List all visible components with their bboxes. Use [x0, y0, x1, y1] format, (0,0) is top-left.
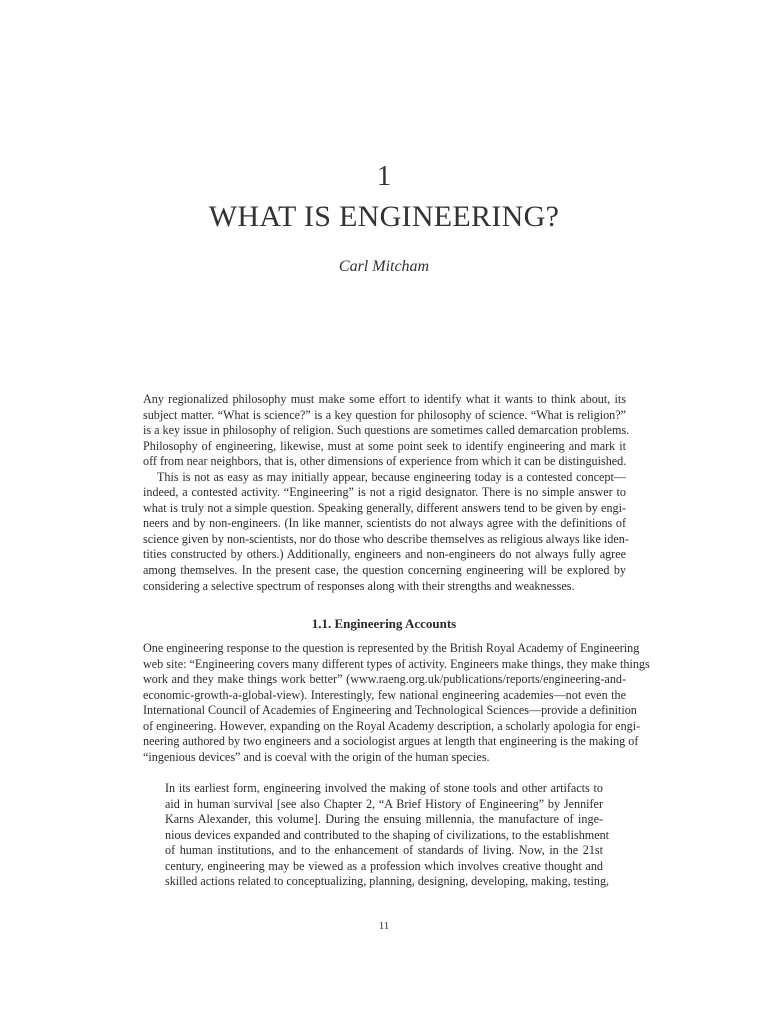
quote-line: of human institutions, and to the enhancement of standards of living. Now, in the 21st — [165, 843, 603, 858]
intro-line: Philosophy of engineering, likewise, must at some point seek to identify engineering and mark it — [143, 438, 626, 453]
page-number: 11 — [378, 920, 390, 932]
intro-paragraphs — [143, 392, 630, 594]
section-line: work and they make things work better” (www.raeng.org.uk/publications/reports/engineering-and- — [143, 672, 626, 687]
intro-line: This is not as easy as may initially appear, because engineering today is a contested concept— — [157, 469, 626, 484]
intro-line: Any regionalized philosophy must make some effort to identify what it wants to think about, its — [143, 392, 626, 406]
section-line: One engineering response to the question is represented by the British Royal Academy of Engineering — [143, 641, 640, 655]
section-paragraph — [143, 641, 650, 765]
intro-line: indeed, a contested activity. “Engineering” is not a rigid designator. There is no simple answer to — [143, 485, 626, 500]
intro-line: neers and by non-engineers. (In like manner, scientists do not always agree with the definitions of — [143, 516, 626, 531]
section-line: of engineering. However, expanding on the Royal Academy description, a scholarly apologia for engi- — [143, 718, 641, 733]
section-line: neering authored by two engineers and a sociologist argues at length that engineering is the making of — [143, 734, 639, 749]
intro-line: is a key issue in philosophy of religion. Such questions are sometimes called demarcation problems. — [143, 423, 630, 438]
block-quote — [165, 781, 610, 890]
quote-line: skilled actions related to conceptualizing, planning, designing, developing, making, testing, — [165, 874, 610, 889]
chapter-author: Carl Mitcham — [338, 258, 430, 275]
chapter-number: 1 — [376, 160, 392, 192]
section-line: “ingenious devices” and is coeval with the origin of the human species. — [143, 749, 490, 764]
intro-line: what is truly not a simple question. Speaking generally, different answers tend to be given by engi- — [143, 500, 626, 515]
quote-line: nious devices expanded and contributed to the shaping of civilizations, to the establishment — [165, 827, 610, 842]
intro-line: tities constructed by others.) Additionally, engineers and non-engineers do not always fully agree — [143, 547, 626, 562]
quote-line: aid in human survival [see also Chapter 2, “A Brief History of Engineering” by Jennifer — [165, 796, 603, 811]
section-line: International Council of Academies of Engineering and Technological Sciences—provide a definition — [143, 703, 637, 718]
section-heading: 1.1. Engineering Accounts — [311, 616, 457, 631]
section-line: economic-growth-a-global-view). Interestingly, few national engineering academies—not even the — [143, 687, 626, 702]
intro-line: subject matter. “What is science?” is a key question for philosophy of science. “What is religion?” — [143, 407, 626, 422]
chapter-title: WHAT IS ENGINEERING? — [208, 200, 560, 233]
intro-line: science given by non-scientists, nor do those who describe themselves as religious always like iden- — [143, 531, 629, 546]
intro-line: considering a selective spectrum of responses along with their strengths and weaknesses. — [143, 578, 575, 593]
quote-line: In its earliest form, engineering involved the making of stone tools and other artifacts to — [165, 781, 603, 795]
intro-line: among themselves. In the present case, the question concerning engineering will be explored by — [143, 563, 626, 578]
intro-line: off from near neighbors, that is, other dimensions of experience from which it can be distinguished. — [143, 454, 627, 469]
quote-line: century, engineering may be viewed as a profession which involves creative thought and — [165, 858, 603, 873]
quote-line: Karns Alexander, this volume]. During the ensuing millennia, the manufacture of inge- — [165, 812, 603, 827]
section-line: web site: “Engineering covers many different types of activity. Engineers make things, they make things — [143, 656, 650, 671]
